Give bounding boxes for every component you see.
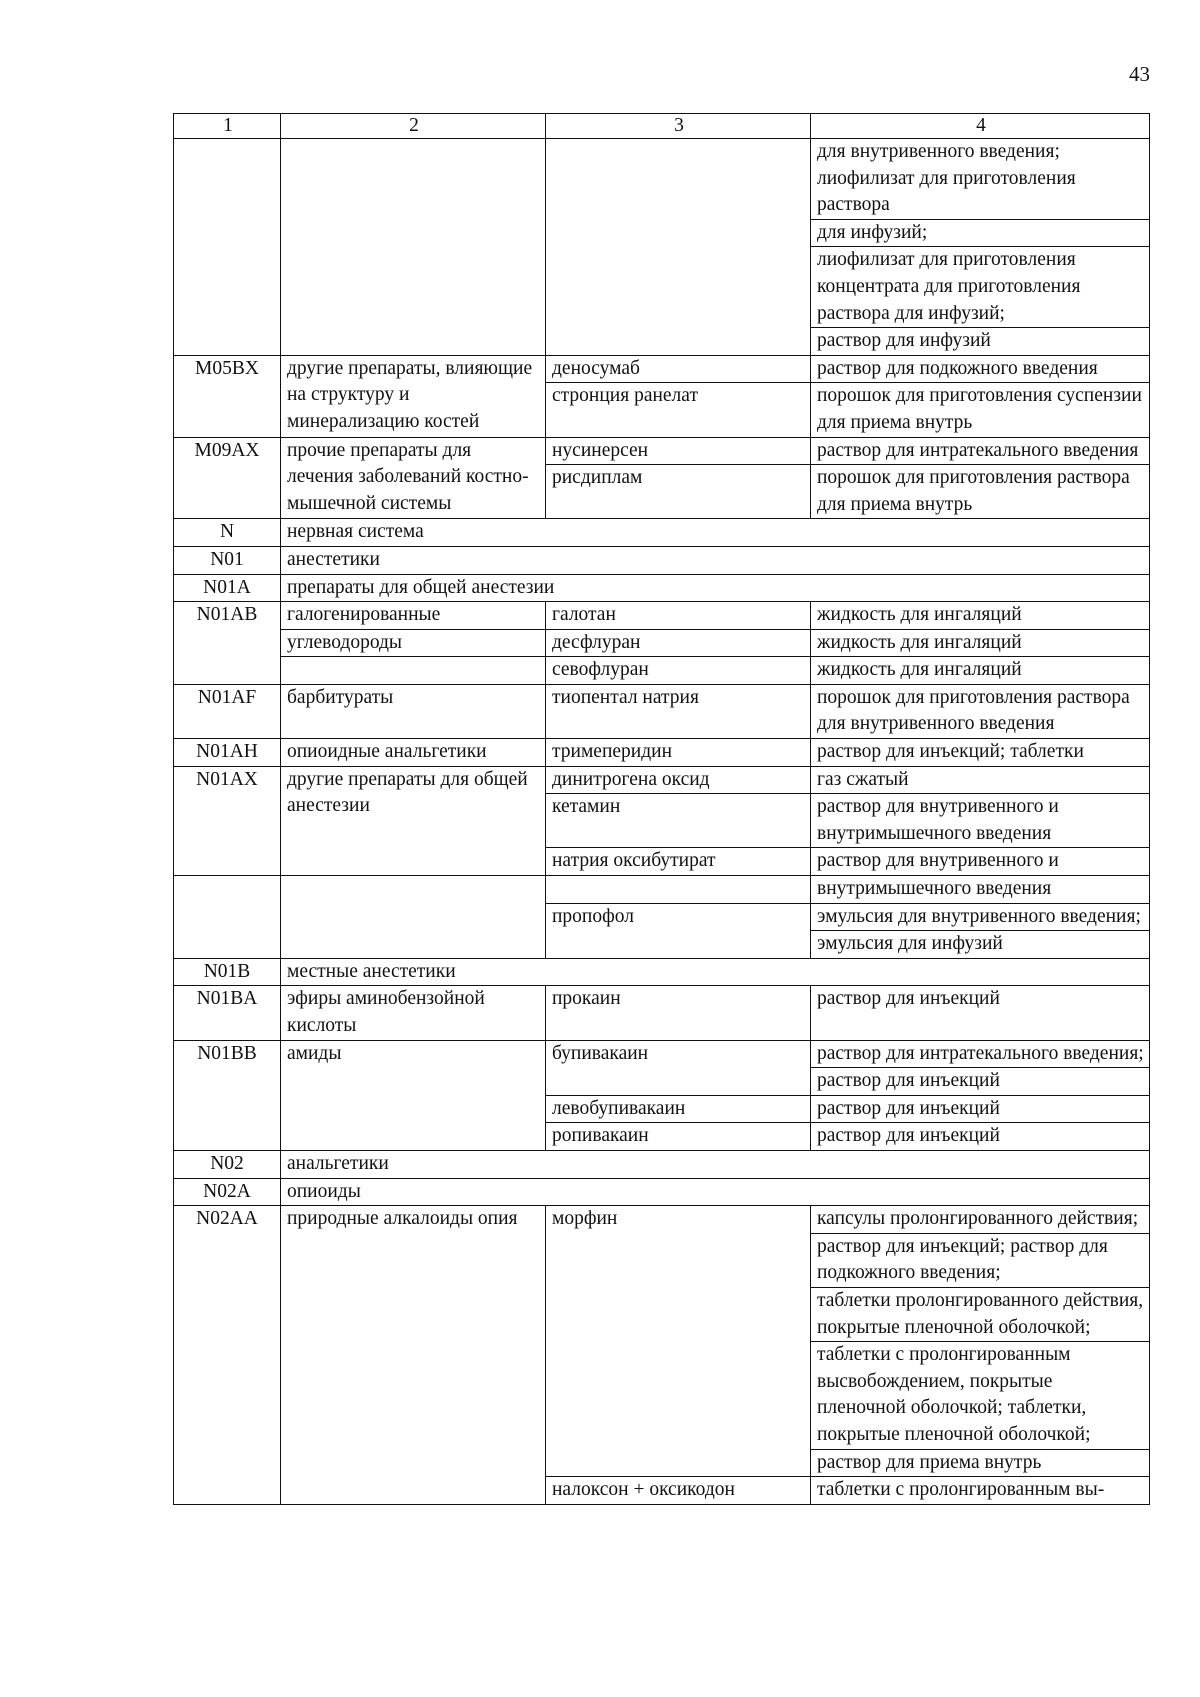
table-row (174, 876, 1150, 904)
table-row (174, 519, 1150, 547)
group-name-cell: барбитураты (281, 684, 546, 738)
drug-name-cell: нусинерсен (546, 437, 811, 465)
drug-name-cell: десфлуран (546, 629, 811, 657)
atc-code-cell: N02AA (174, 1206, 281, 1505)
drug-name-cell: левобупивакаин (546, 1095, 811, 1123)
table-row (174, 1150, 1150, 1178)
column-number: 4 (811, 114, 1150, 139)
dosage-form-cell: внутримышечного введения (811, 876, 1150, 904)
empty-cell (546, 876, 811, 904)
dosage-form-cell: раствор для инфузий (811, 328, 1150, 356)
dosage-form-cell: раствор для приема внутрь (811, 1449, 1150, 1477)
table-row (174, 739, 1150, 767)
group-name-cell: местные анестетики (281, 958, 1150, 986)
group-name-cell: эфиры аминобензойной кислоты (281, 986, 546, 1040)
dosage-form-cell: порошок для приготовления раствора для приема внутрь (811, 465, 1150, 519)
table-row (174, 546, 1150, 574)
drug-name-cell: севофлуран (546, 657, 811, 685)
atc-code: M09AX (194, 439, 260, 461)
atc-code-cell: N02A (174, 1178, 281, 1206)
atc-code-cell: N02 (174, 1150, 281, 1178)
group-name-cell: анестетики (281, 546, 1150, 574)
dosage-form-cell: раствор для инъекций (811, 1095, 1150, 1123)
dosage-form-cell: раствор для инъекций (811, 1123, 1150, 1151)
dosage-form-cell: жидкость для ингаляций (811, 629, 1150, 657)
empty-cell (546, 139, 811, 356)
dosage-form-cell: таблетки пролонгированного действия, покрытые пленочной оболочкой; (811, 1287, 1150, 1341)
dosage-form-cell: для внутривенного введения; лиофилизат для приготовления раствора (811, 139, 1150, 220)
group-name-cell: нервная система (281, 519, 1150, 547)
dosage-form-cell: порошок для приготовления суспензии для приема внутрь (811, 383, 1150, 437)
empty-cell (281, 876, 546, 959)
group-name-cell: другие препараты, влияющие на структуру и минерализацию костей (281, 355, 546, 437)
group-name-cell: амиды (281, 1040, 546, 1150)
group-name-cell: прочие препараты для лечения заболеваний костно-мышечной системы (281, 437, 546, 519)
atc-code-cell: N01 (174, 546, 281, 574)
drug-name-cell: кетамин (546, 794, 811, 848)
atc-code-cell: N (174, 519, 281, 547)
table-row (174, 958, 1150, 986)
table-row (174, 986, 1150, 1040)
dosage-form-cell: раствор для инъекций (811, 986, 1150, 1040)
atc-code-cell (174, 437, 281, 519)
page-number: 43 (1129, 62, 1150, 86)
empty-cell (281, 139, 546, 356)
group-name-cell: галогенированные (281, 602, 546, 630)
dosage-form-cell: лиофилизат для приготовления концентрата для приготовления раствора для инфузий; (811, 247, 1150, 328)
dosage-form-cell: капсулы пролонгированного действия; (811, 1206, 1150, 1234)
group-name-cell: опиоидные анальгетики (281, 739, 546, 767)
dosage-form-cell: порошок для приготовления раствора для внутривенного введения (811, 684, 1150, 738)
empty-cell (174, 876, 281, 959)
dosage-form-cell: раствор для интратекального введения (811, 437, 1150, 465)
table-row (174, 684, 1150, 738)
atc-code-cell: N01B (174, 958, 281, 986)
drug-name-cell: динитрогена оксид (546, 766, 811, 794)
drug-name-cell: прокаин (546, 986, 811, 1040)
dosage-form-cell: таблетки с пролонгированным высвобождением, покрытые пленочной оболочкой; таблетки, покрытые пленочной оболочкой; (811, 1342, 1150, 1449)
table-row (174, 437, 1150, 465)
atc-code-cell: M05BX (174, 355, 281, 437)
atc-code-cell: N01AH (174, 739, 281, 767)
dosage-form-cell: раствор для внутривенного и внутримышечного введения (811, 794, 1150, 848)
table-row (174, 766, 1150, 794)
column-number-row (174, 114, 1150, 139)
drug-name-cell: тиопентал натрия (546, 684, 811, 738)
drug-name-cell: бупивакаин (546, 1040, 811, 1095)
drug-name-cell: натрия оксибутират (546, 848, 811, 876)
atc-code-cell: N01BA (174, 986, 281, 1040)
group-name-cell: анальгетики (281, 1150, 1150, 1178)
group-name-cell: углеводороды (281, 629, 546, 657)
drug-name-cell: морфин (546, 1206, 811, 1477)
group-name-cell: препараты для общей анестезии (281, 574, 1150, 602)
table-row (174, 657, 1150, 685)
dosage-form-cell: жидкость для ингаляций (811, 602, 1150, 630)
dosage-form-cell: таблетки с пролонгированным вы- (811, 1477, 1150, 1505)
empty-cell (281, 657, 546, 685)
dosage-form-cell: раствор для инъекций; таблетки (811, 739, 1150, 767)
dosage-form-cell: для инфузий; (811, 219, 1150, 247)
drug-name-cell: тримеперидин (546, 739, 811, 767)
group-name-cell: другие препараты для общей анестезии (281, 766, 546, 875)
table-row (174, 1206, 1150, 1234)
column-number: 1 (174, 114, 281, 139)
dosage-form-cell: раствор для инъекций (811, 1068, 1150, 1096)
table-row (174, 139, 1150, 220)
table-row (174, 574, 1150, 602)
drug-name-cell: налоксон + оксикодон (546, 1477, 811, 1505)
dosage-form-cell: эмульсия для инфузий (811, 931, 1150, 959)
drug-name-cell: ропивакаин (546, 1123, 811, 1151)
table-row (174, 602, 1150, 630)
dosage-form-cell: раствор для интратекального введения; (811, 1040, 1150, 1068)
table-row (174, 629, 1150, 657)
dosage-form-cell: жидкость для ингаляций (811, 657, 1150, 685)
atc-code-cell: N01A (174, 574, 281, 602)
atc-code-cell: N01AX (174, 766, 281, 875)
drug-classification-table (173, 113, 1150, 1505)
atc-code-cell: N01BB (174, 1040, 281, 1150)
dosage-form-cell: газ сжатый (811, 766, 1150, 794)
drug-name-cell: деносумаб (546, 355, 811, 383)
table-row (174, 1040, 1150, 1068)
atc-code-cell: N01AB (174, 602, 281, 685)
dosage-form-cell: раствор для подкожного введения (811, 355, 1150, 383)
column-number: 2 (281, 114, 546, 139)
drug-name-cell: пропофол (546, 903, 811, 958)
atc-code-cell: N01AF (174, 684, 281, 738)
empty-cell (174, 139, 281, 356)
drug-name-cell: стронция ранелат (546, 383, 811, 437)
dosage-form-cell: эмульсия для внутривенного введения; (811, 903, 1150, 931)
column-number: 3 (546, 114, 811, 139)
dosage-form-cell: раствор для внутривенного и (811, 848, 1150, 876)
drug-name-cell: рисдиплам (546, 465, 811, 519)
group-name-cell: природные алкалоиды опия (281, 1206, 546, 1505)
table-row (174, 1178, 1150, 1206)
drug-name-cell: галотан (546, 602, 811, 630)
dosage-form-cell: раствор для инъекций; раствор для подкожного введения; (811, 1233, 1150, 1287)
table-row (174, 355, 1150, 383)
group-name-cell: опиоиды (281, 1178, 1150, 1206)
